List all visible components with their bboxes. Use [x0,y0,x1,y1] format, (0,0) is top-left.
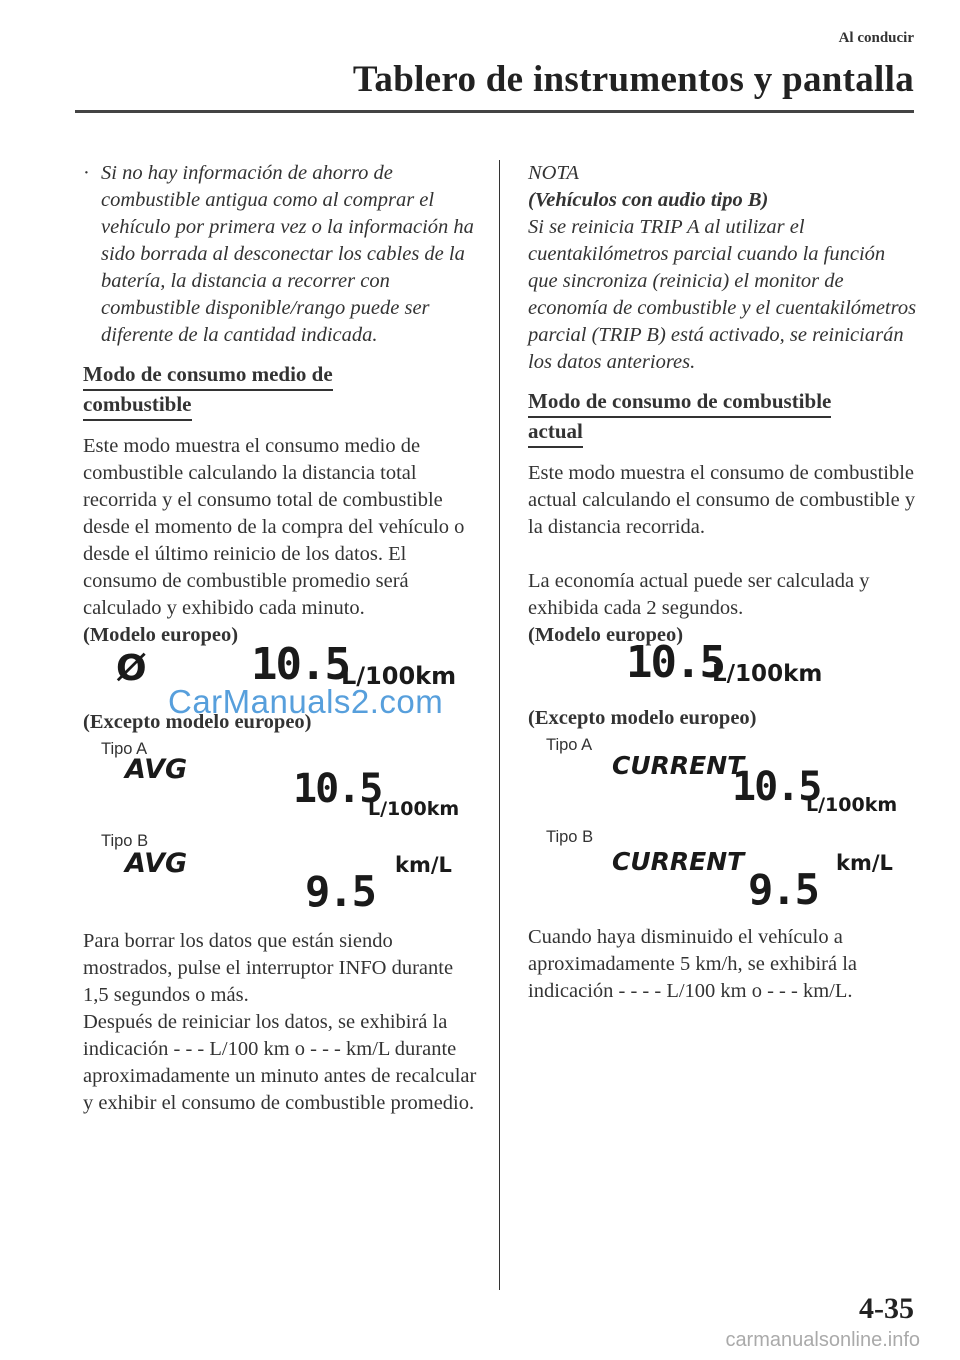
type-b-label: Tipo B [101,832,149,850]
header-section: Al conducir [838,30,914,46]
type-a-label: Tipo A [101,740,148,758]
paragraph: Cuando haya disminuido el vehículo a aproximadamente 5 km/h, se exhibirá la indicación - - - - L/100 km o - - - km/L. [528,926,858,1002]
section-heading-line1: Modo de consumo de combustible [528,388,831,418]
section-heading-line1: Modo de consumo medio de [83,361,333,391]
paragraph: Después de reiniciar los datos, se exhibirá la indicación - - - L/100 km o - - - km/L durante aproximadamente un minuto antes de recalcular y exhibir el consumo de combustible promedio. [83,1011,477,1114]
type-a-label: Tipo A [546,736,593,754]
display-type-b-average [83,828,483,928]
section-heading-line2: actual [528,418,583,448]
display-european-current [528,637,918,705]
display-unit: km/L [836,851,893,875]
page-title: Tablero de instrumentos y pantalla [352,59,914,100]
display-unit: km/L [395,853,452,877]
column-divider [499,160,500,1290]
display-value: 9.5 [748,865,818,914]
page-number: 4-35 [859,1292,914,1325]
current-tag: CURRENT [612,751,745,780]
bullet-item [83,160,483,349]
display-value: 10.5 [293,766,382,812]
display-unit: L/100km [341,662,457,690]
display-value: 9.5 [305,867,375,916]
display-unit: L/100km [712,661,823,687]
watermark: CarManuals2.com [168,683,444,720]
avg-tag: AVG [125,754,188,785]
model-label-european: (Modelo europeo) [83,624,239,646]
model-label-other: (Excepto modelo europeo) [528,707,757,729]
avg-tag: AVG [125,848,188,879]
header-rule [75,110,914,113]
display-unit: L/100km [368,798,460,820]
footer-url: carmanualsonline.info [725,1329,920,1351]
display-value: 10.5 [251,639,349,690]
bullet-dot: · [83,162,90,184]
paragraph: La economía actual puede ser calculada y exhibida cada 2 segundos. [528,570,870,619]
note-subheading: (Vehículos con audio tipo B) [528,189,769,211]
section-heading-line2: combustible [83,391,192,421]
display-value: 10.5 [626,637,724,688]
right-column [528,160,918,1005]
bullet-text: Si no hay información de ahorro de combustible antigua como al comprar el vehículo por primera vez o la información ha sido borrada al desconectar los cables de la batería, la distancia a recorrer con combustible disponible/rango puede ser diferente de la cantidad indicada. [101,162,474,346]
display-type-a-average [83,736,483,828]
spacer [528,541,918,568]
paragraph: Para borrar los datos que están siendo mostrados, pulse el interruptor INFO durante 1,5 segundos o más. [83,930,454,1006]
note-body: Si se reinicia TRIP A al utilizar el cuentakilómetros parcial cuando la función que sincroniza (reinicia) el monitor de economía de combustible y el cuentakilómetros parcial (TRIP B) está activado, se reiniciarán los datos anteriores. [528,216,917,373]
section-heading-current [528,388,918,448]
display-type-a-current [528,732,918,824]
paragraph: Este modo muestra el consumo de combustible actual calculando el consumo de combustible y la distancia recorrida. [528,462,916,538]
display-unit: L/100km [806,794,898,816]
model-label-other: (Excepto modelo europeo) [83,711,312,733]
left-column [83,160,483,1117]
paragraph: Este modo muestra el consumo medio de combustible calculando la distancia total recorrida y el consumo total de combustible desde el momento de la compra del vehículo o desde el último reinicio de los datos. El consumo de combustible promedio será calculado y exhibido cada minuto. [83,435,465,619]
display-value: 10.5 [732,764,821,810]
average-symbol: Ø [116,648,147,689]
display-type-b-current [528,824,918,924]
type-b-label: Tipo B [546,828,594,846]
note-heading: NOTA [528,162,579,184]
section-heading-average [83,361,483,421]
model-label-european: (Modelo europeo) [528,624,684,646]
current-tag: CURRENT [612,847,745,876]
